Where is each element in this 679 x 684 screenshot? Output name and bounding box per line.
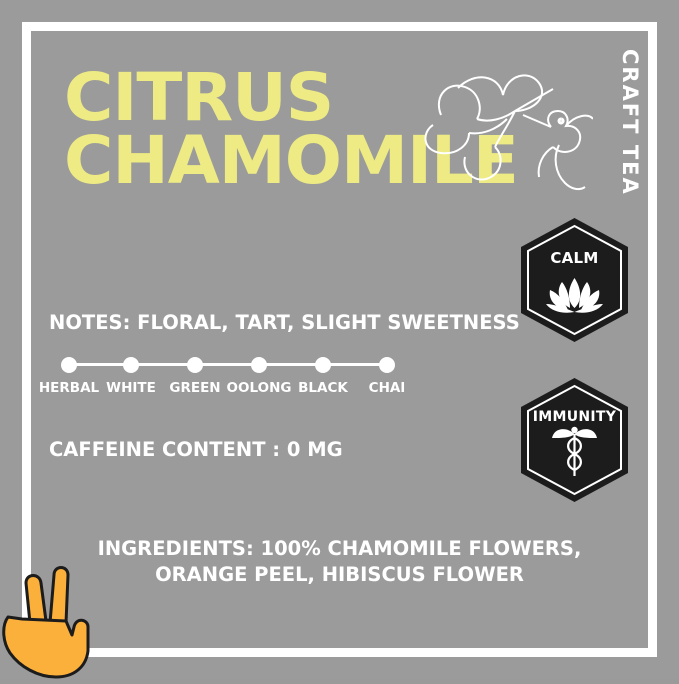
scale-label-green: GREEN	[169, 380, 221, 396]
title-line-1: CITRUS	[64, 59, 334, 136]
scale-line	[71, 363, 391, 366]
scale-dot-green	[187, 357, 203, 373]
tea-scale-labels	[38, 380, 406, 398]
brand-vertical-text: CRAFT TEA	[618, 49, 642, 196]
scale-dot-black	[315, 357, 331, 373]
scale-label-white: WHITE	[106, 380, 156, 396]
scale-dot-oolong	[251, 357, 267, 373]
ingredients-line-1: INGREDIENTS: 100% CHAMOMILE FLOWERS,	[97, 537, 582, 560]
scale-label-black: BLACK	[298, 380, 348, 396]
tea-strength-scale	[61, 357, 401, 373]
ingredients-line-2: ORANGE PEEL, HIBISCUS FLOWER	[155, 563, 524, 587]
scale-label-herbal: HERBAL	[38, 380, 100, 396]
badge-immunity	[518, 376, 631, 504]
scale-dot-chai	[379, 357, 395, 373]
ingredients-list	[31, 536, 648, 589]
scale-dot-herbal	[61, 357, 77, 373]
scale-label-chai: CHAI	[368, 380, 406, 396]
scale-label-oolong: OOLONG	[226, 380, 292, 396]
scale-dot-white	[123, 357, 139, 373]
badge-calm	[518, 216, 631, 344]
peace-hand-icon	[0, 543, 92, 679]
title-line-2: CHAMOMILE	[64, 122, 518, 200]
hummingbird-flower-lineart	[403, 53, 593, 213]
tasting-notes: NOTES: FLORAL, TART, SLIGHT SWEETNESS	[49, 311, 520, 334]
label-inner-content	[31, 31, 648, 648]
caffeine-content: CAFFEINE CONTENT : 0 MG	[49, 438, 343, 461]
badge-immunity-label: IMMUNITY	[532, 409, 617, 425]
badge-calm-label: CALM	[550, 249, 599, 267]
